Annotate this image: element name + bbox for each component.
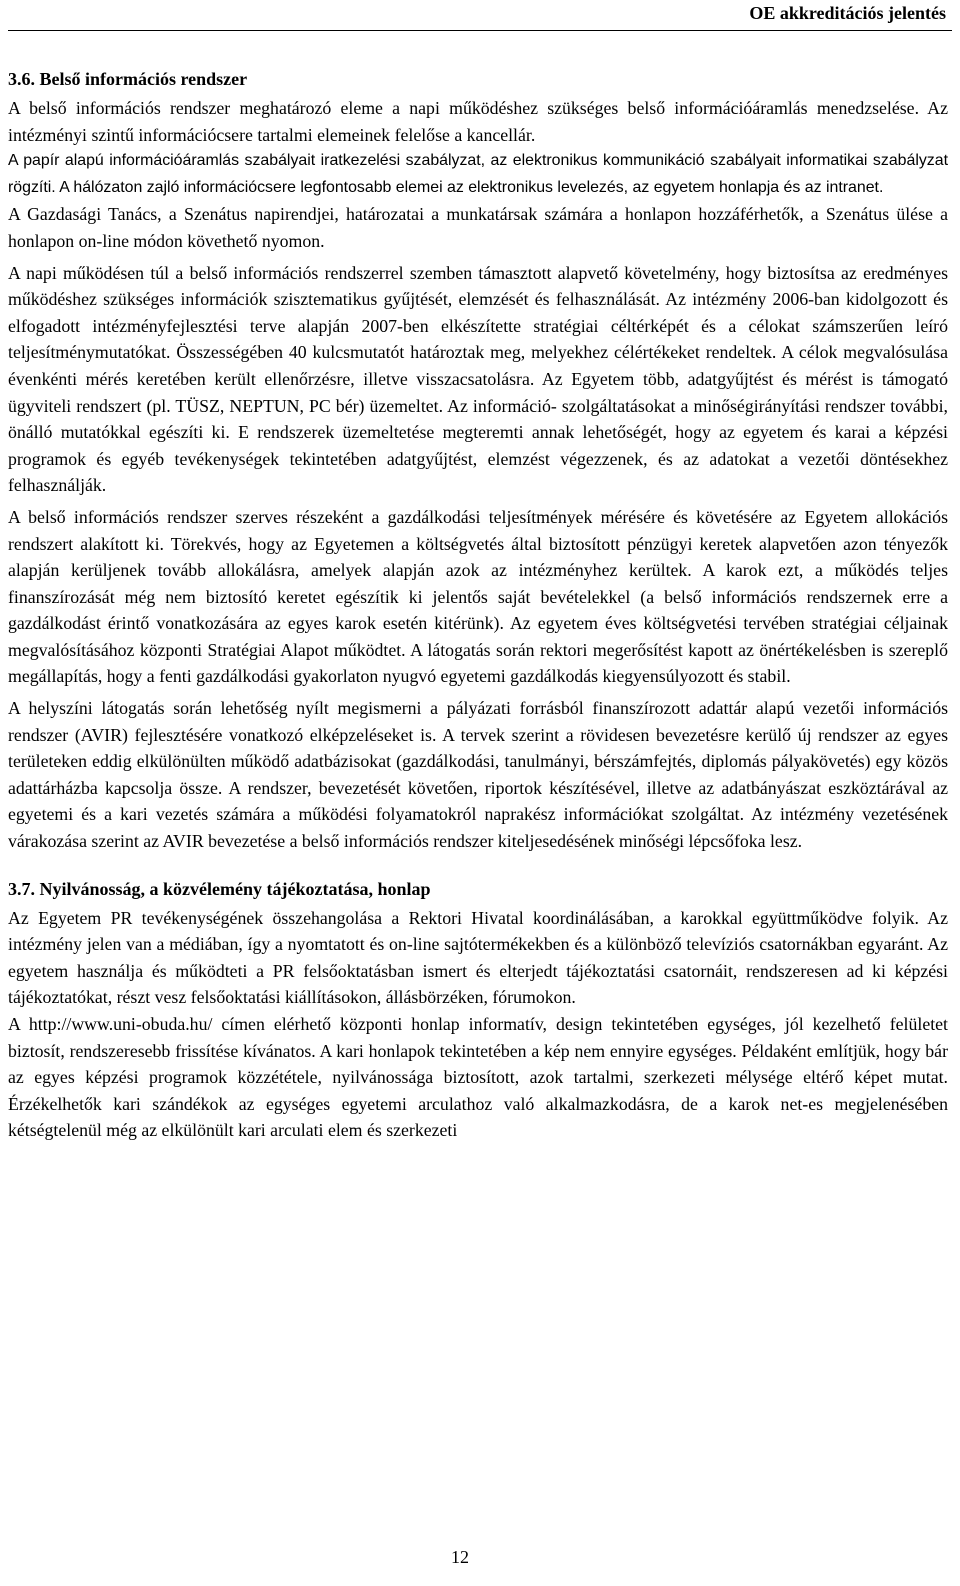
- section-3-7-paragraph-1: Az Egyetem PR tevékenységének összehangolása a Rektori Hivatal koordinálásában, a karokkal együttműködve folyik. Az intézmény jelen van a médiában, így a nyomtatott és on-line sajtótermékekben és a különböző televíziós csatornákban egyaránt. Az egyetem használja és működteti a PR felsőoktatásban ismert és elterjedt tájékoztatási csatornáit, rendszeresen ad ki képzési tájékoztatókat, részt vesz felsőoktatási kiállításokon, állásbörzéken, fórumokon.: [8, 907, 948, 1008]
- section-3-6-paragraph-2: A napi működésen túl a belső információs rendszerrel szemben támasztott alapvető követelmény, hogy biztosítsa az eredményes működéshez szükséges információk szisztematikus gyűjtését, elemzését és felhasználását. Az intézmény 2006-ban kidolgozott és elfogadott intézményfejlesztési terve alapján 2007-ben elkészítette stratégiai céltérképét és a célokat számszerűen leíró teljesítménymutatókat. Összességében 40 kulcsmutatót határoztak meg, melyekhez célértékeket rendeltek. A célok megvalósulása évenkénti mérés keretében került ellenőrzésre, illetve visszacsatolásra. Az Egyetem több, adatgyűjtést és mérést is támogató ügyviteli rendszert (pl. TÜSZ, NEPTUN, PC bér) üzemeltet. Az információ- szolgáltatásokat a minőségirányítási rendszer további, önálló mutatókkal egészíti ki. E rendszerek üzemeltetése megteremti annak lehetőségét, hogy az egyetem és karai a képzési programok és egyéb tevékenységek tekintetében adatgyűjtést, elemzést végezzenek, és az adatokat a vezetői döntésekhez felhasználják.: [8, 262, 948, 496]
- header-rule: [8, 30, 952, 31]
- page-content: [8, 66, 948, 1149]
- section-3-6-paragraph-1-sans: A papír alapú információáramlás szabályait iratkezelési szabályzat, az elektronikus kommunikáció szabályait informatikai szabályzat rögzíti. A hálózaton zajló információcsere legfontosabb elemei az elektronikus levelezés, az egyetem honlapja és az intranet.: [8, 152, 948, 196]
- page-number: 12: [451, 1547, 469, 1567]
- section-3-6-paragraph-4: A helyszíni látogatás során lehetőség nyílt megismerni a pályázati forrásból finanszírozott adattár alapú vezetői információs rendszer (AVIR) fejlesztésére vonatkozó elképzeléseket is. A tervek szerint a rövidesen bevezetésre kerülő új rendszer az egyes területeken eddig elkülönülten működő adatbázisokat (gazdálkodási, tanulmányi, bérszámfejtés, diplomás pályakövetés) egy közös adattárházba kapcsolja össze. A rendszer, bevezetését követően, riportok készítésével, illetve az adatbányászat eszköztárával az egyetemi és a kari vezetés számára a működési folyamatokról naprakész információkat szolgáltat. Az intézmény vezetésének várakozása szerint az AVIR bevezetése a belső információs rendszer kiteljesedésének minőségi lépcsőfoka lesz.: [8, 698, 948, 852]
- section-3-7-paragraph-2: A http://www.uni-obuda.hu/ címen elérhető központi honlap informatív, design tekintetében egységes, jól kezelhető felületet biztosít, rendszeresebb frissítése kívánatos. A kari honlapok tekintetében a kép nem ennyire egységes. Példaként említjük, hogy bár az egyes képzési programok közzététele, nyilvánossága biztosított, azok tartalmi, szerkezeti mélysége eltérő képet mutat. Érzékelhetők kari szándékok az egységes egyetemi arculathoz való alkalmazkodásra, de a karok net-es megjelenésében kétségtelenül még az elkülönült kari arculati elem és szerkezeti: [8, 1014, 948, 1141]
- section-3-7-title: 3.7. Nyilvánosság, a közvélemény tájékoztatása, honlap: [8, 878, 431, 899]
- section-3-6-paragraph-1-tail: A Gazdasági Tanács, a Szenátus napirendjei, határozatai a munkatársak számára a honlapon hozzáférhetők, a Szenátus ülése a honlapon on-line módon követhető nyomon.: [8, 204, 948, 251]
- section-3-6-title: 3.6. Belső információs rendszer: [8, 69, 248, 89]
- section-gap: [8, 860, 948, 876]
- section-3-6-paragraph-1-serif: A belső információs rendszer meghatározó eleme a napi működéshez szükséges belső információáramlás menedzselése. Az intézményi szintű információcsere tartalmi elemeinek felelőse a kancellár.: [8, 98, 948, 145]
- section-3-6-paragraph-3: A belső információs rendszer szerves részeként a gazdálkodási teljesítmények mérésére és követésére az Egyetem allokációs rendszert alakított ki. Törekvés, hogy az Egyetemen a költségvetés által biztosított pénzügyi keretek alapvetően azon tényezők alapján kerüljenek tovább allokálásra, amelyek alapján azok az intézményhez kerültek. A karok ezt, a működés teljes finanszírozását még nem biztosító keretet egészítik ki jelentős saját bevételekkel (a belső információs rendszernek erre a gazdálkodást érintő vonatkozására az egyes karok esetén kitérünk). Az egyetem éves költségvetési tervében stratégiai céljainak megvalósításához központi Stratégiai Alapot működtet. A látogatás során rektori megerősítést kapott az önértékelésben is szereplő megállapítás, hogy a fenti gazdálkodási gyakorlaton nyugvó egyetemi gazdálkodás kiegyensúlyozott és stabil.: [8, 506, 948, 687]
- running-header: OE akkreditációs jelentés: [749, 3, 946, 23]
